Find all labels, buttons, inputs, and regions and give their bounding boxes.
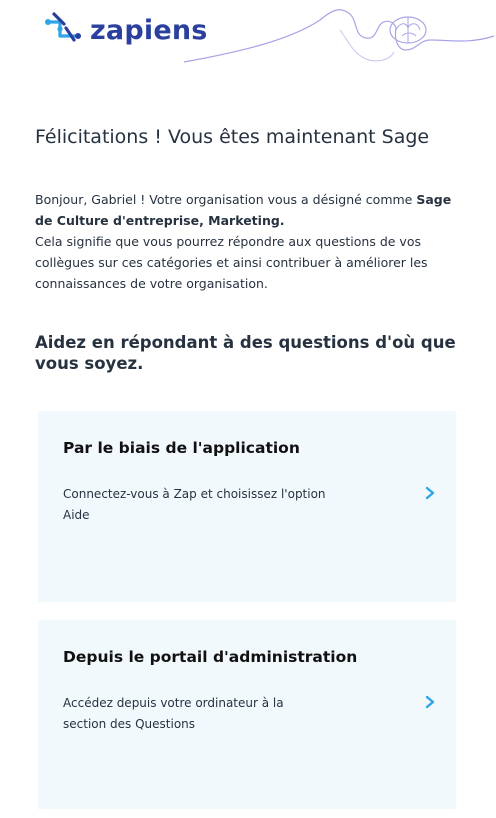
zapiens-logo-icon bbox=[44, 10, 84, 50]
card-description: Connectez-vous à Zap et choisissez l'option Aide bbox=[63, 487, 326, 522]
app-option-card[interactable] bbox=[38, 411, 456, 602]
section-subtitle: Aidez en répondant à des questions d'où que vous soyez. bbox=[35, 333, 456, 373]
brain-line-illustration bbox=[180, 0, 496, 75]
logo-text: zapiens bbox=[90, 14, 208, 46]
intro-paragraph bbox=[35, 189, 465, 294]
card-description: Accédez depuis votre ordinateur à la section des Questions bbox=[63, 696, 284, 731]
intro-greeting: Bonjour, Gabriel ! Votre organisation vous a désigné comme bbox=[35, 192, 417, 207]
intro-body: Cela signifie que vous pourrez répondre aux questions de vos collègues sur ces catégories et ainsi contribuer à améliorer les connaissances de votre organisation. bbox=[35, 234, 428, 291]
card-title: Depuis le portail d'administration bbox=[63, 648, 358, 666]
chevron-right-icon[interactable] bbox=[424, 695, 436, 709]
page-title: Félicitations ! Vous êtes maintenant Sage bbox=[35, 126, 430, 148]
admin-portal-option-card[interactable] bbox=[38, 620, 456, 809]
chevron-right-icon[interactable] bbox=[424, 486, 436, 500]
card-title: Par le biais de l'application bbox=[63, 439, 300, 457]
email-header bbox=[0, 0, 496, 75]
intro-role: Sage de Culture d'entreprise, Marketing. bbox=[35, 192, 452, 228]
